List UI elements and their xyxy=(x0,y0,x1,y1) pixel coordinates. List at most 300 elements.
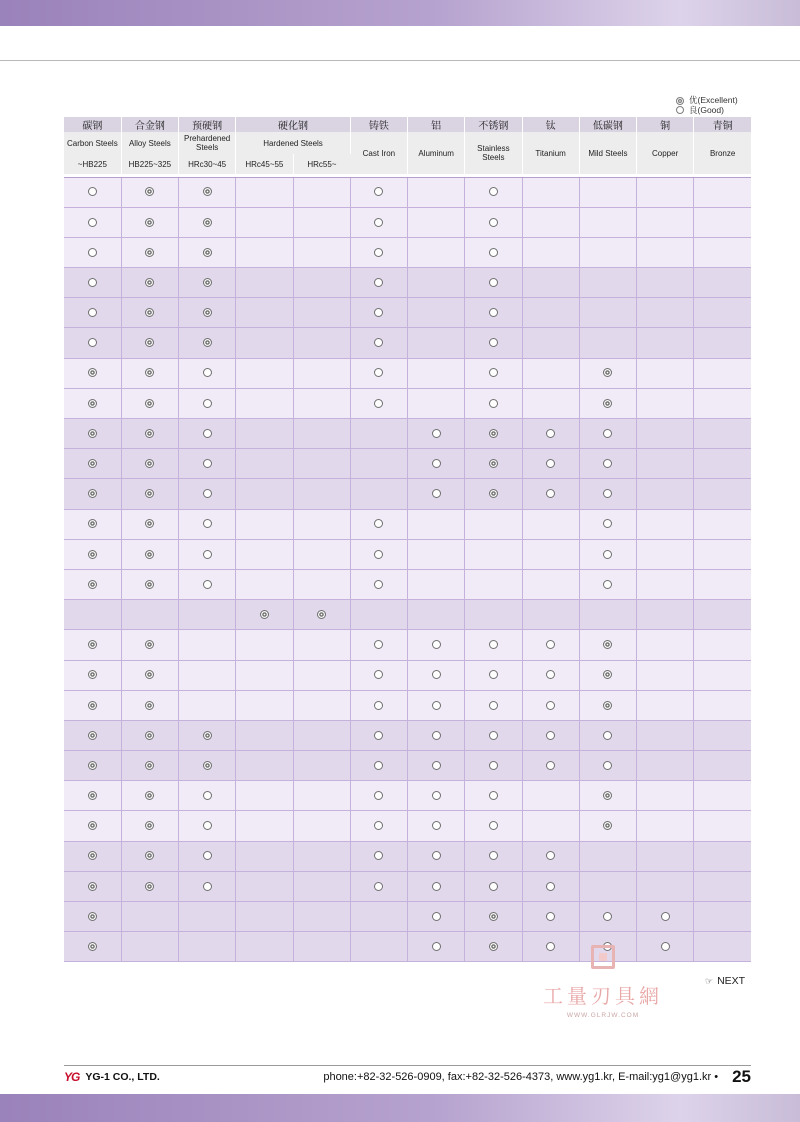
excellent-mark-icon xyxy=(88,489,97,498)
excellent-mark-icon xyxy=(145,459,154,468)
good-mark-icon xyxy=(203,489,212,498)
table-cell xyxy=(637,177,694,207)
legend-item-good xyxy=(676,106,738,116)
excellent-mark-icon xyxy=(603,670,612,679)
table-cell xyxy=(408,841,465,871)
excellent-mark-icon xyxy=(88,399,97,408)
good-mark-icon xyxy=(374,308,383,317)
table-cell xyxy=(522,660,579,690)
good-mark-icon xyxy=(603,429,612,438)
excellent-mark-icon xyxy=(203,187,212,196)
good-mark-icon xyxy=(203,519,212,528)
good-mark-icon xyxy=(374,218,383,227)
good-mark-icon xyxy=(489,187,498,196)
table-cell xyxy=(293,871,350,901)
table-cell xyxy=(179,569,236,599)
good-mark-icon xyxy=(203,429,212,438)
table-cell xyxy=(121,449,178,479)
good-mark-icon xyxy=(661,912,670,921)
table-cell xyxy=(465,509,522,539)
good-mark-icon xyxy=(374,187,383,196)
good-mark-icon xyxy=(432,912,441,921)
table-cell xyxy=(293,720,350,750)
table-cell xyxy=(236,902,293,932)
table-cell xyxy=(64,871,121,901)
good-mark-icon xyxy=(489,761,498,770)
table-cell xyxy=(408,328,465,358)
table-cell xyxy=(408,358,465,388)
table-cell xyxy=(350,841,407,871)
table-cell xyxy=(64,720,121,750)
excellent-mark-icon xyxy=(145,218,154,227)
table-cell xyxy=(293,841,350,871)
excellent-mark-icon xyxy=(145,701,154,710)
table-cell xyxy=(179,660,236,690)
table-cell xyxy=(694,358,751,388)
table-cell xyxy=(694,539,751,569)
table-cell xyxy=(179,419,236,449)
next-link[interactable] xyxy=(705,975,745,987)
excellent-mark-icon xyxy=(145,640,154,649)
table-cell xyxy=(637,720,694,750)
table-cell xyxy=(179,841,236,871)
good-mark-icon xyxy=(432,761,441,770)
table-cell xyxy=(637,600,694,630)
table-cell xyxy=(637,871,694,901)
good-mark-icon xyxy=(489,338,498,347)
table-cell xyxy=(408,237,465,267)
good-mark-icon xyxy=(603,519,612,528)
table-cell xyxy=(694,328,751,358)
table-cell xyxy=(179,509,236,539)
table-row xyxy=(64,600,751,630)
table-cell xyxy=(579,660,636,690)
table-cell xyxy=(694,720,751,750)
table-cell xyxy=(121,268,178,298)
table-cell xyxy=(465,479,522,509)
table-cell xyxy=(64,781,121,811)
good-mark-icon xyxy=(88,187,97,196)
legend xyxy=(676,96,738,115)
good-mark-icon xyxy=(432,459,441,468)
excellent-mark-icon xyxy=(603,368,612,377)
table-row xyxy=(64,841,751,871)
table-cell xyxy=(236,268,293,298)
table-cell xyxy=(579,600,636,630)
table-cell xyxy=(64,207,121,237)
excellent-mark-icon xyxy=(203,248,212,257)
table-cell xyxy=(694,781,751,811)
header-stainless-en: Stainless Steels xyxy=(465,132,522,174)
table-cell xyxy=(579,388,636,418)
bottom-decor-band xyxy=(0,1094,800,1122)
table-cell xyxy=(465,449,522,479)
table-cell xyxy=(637,298,694,328)
table-cell xyxy=(293,600,350,630)
table-cell xyxy=(637,388,694,418)
table-cell xyxy=(408,630,465,660)
excellent-mark-icon xyxy=(145,791,154,800)
good-mark-icon xyxy=(203,550,212,559)
excellent-mark-icon xyxy=(88,942,97,951)
excellent-mark-icon xyxy=(260,610,269,619)
table-cell xyxy=(64,841,121,871)
good-mark-icon xyxy=(546,701,555,710)
table-cell xyxy=(579,479,636,509)
table-cell xyxy=(694,237,751,267)
table-cell xyxy=(408,811,465,841)
table-cell xyxy=(637,660,694,690)
table-cell xyxy=(522,690,579,720)
table-cell xyxy=(236,932,293,962)
excellent-mark-icon xyxy=(145,550,154,559)
table-cell xyxy=(408,479,465,509)
table-cell xyxy=(465,177,522,207)
table-cell xyxy=(408,207,465,237)
good-mark-icon xyxy=(203,821,212,830)
table-cell xyxy=(179,358,236,388)
good-mark-icon xyxy=(603,550,612,559)
table-cell xyxy=(465,539,522,569)
table-cell xyxy=(408,932,465,962)
table-cell xyxy=(179,811,236,841)
excellent-mark-icon xyxy=(145,338,154,347)
excellent-mark-icon xyxy=(88,640,97,649)
table-cell xyxy=(579,841,636,871)
table-cell xyxy=(121,207,178,237)
header-aluminum-en: Aluminum xyxy=(408,132,465,174)
table-cell xyxy=(350,479,407,509)
table-cell xyxy=(350,328,407,358)
table-cell xyxy=(465,600,522,630)
table-cell xyxy=(179,328,236,358)
good-mark-icon xyxy=(432,882,441,891)
table-cell xyxy=(579,811,636,841)
header-alloy-en: Alloy Steels xyxy=(121,132,178,154)
good-mark-icon xyxy=(374,701,383,710)
table-cell xyxy=(350,419,407,449)
company-name: YG-1 CO., LTD. xyxy=(85,1071,160,1083)
good-mark-icon xyxy=(203,580,212,589)
excellent-mark-icon xyxy=(489,459,498,468)
good-mark-icon xyxy=(432,821,441,830)
table-cell xyxy=(179,932,236,962)
header-carbon-range: ~HB225 xyxy=(64,154,121,174)
table-cell xyxy=(64,932,121,962)
table-cell xyxy=(179,720,236,750)
table-cell xyxy=(522,600,579,630)
good-mark-icon xyxy=(374,338,383,347)
excellent-mark-icon xyxy=(145,580,154,589)
excellent-mark-icon xyxy=(145,670,154,679)
excellent-mark-icon xyxy=(145,519,154,528)
table-cell xyxy=(64,539,121,569)
header-copper-cn: 铜 xyxy=(637,117,694,132)
good-mark-icon xyxy=(489,368,498,377)
table-cell xyxy=(236,388,293,418)
header-prehardened-range: HRc30~45 xyxy=(179,154,236,174)
good-mark-icon xyxy=(374,399,383,408)
table-cell xyxy=(64,630,121,660)
table-cell xyxy=(293,207,350,237)
table-cell xyxy=(350,751,407,781)
table-cell xyxy=(236,449,293,479)
good-mark-icon xyxy=(603,580,612,589)
table-cell xyxy=(579,419,636,449)
good-mark-icon xyxy=(546,912,555,921)
good-mark-icon xyxy=(546,761,555,770)
table-cell xyxy=(637,751,694,781)
yg-logo-icon: YG xyxy=(64,1070,80,1084)
good-mark-icon xyxy=(546,459,555,468)
footer-rule xyxy=(64,1065,751,1066)
header-hardened-range-b: HRc55~ xyxy=(293,154,350,174)
table-cell xyxy=(694,600,751,630)
table-cell xyxy=(293,811,350,841)
table-cell xyxy=(522,630,579,660)
table-cell xyxy=(121,569,178,599)
table-cell xyxy=(236,207,293,237)
table-cell xyxy=(694,419,751,449)
table-cell xyxy=(293,660,350,690)
good-mark-icon xyxy=(203,882,212,891)
table-cell xyxy=(121,690,178,720)
table-row xyxy=(64,539,751,569)
table-cell xyxy=(350,539,407,569)
excellent-mark-icon xyxy=(603,399,612,408)
good-mark-icon xyxy=(374,761,383,770)
excellent-mark-icon xyxy=(88,821,97,830)
table-cell xyxy=(179,600,236,630)
table-cell xyxy=(522,479,579,509)
table-cell xyxy=(522,720,579,750)
table-cell xyxy=(637,841,694,871)
table-cell xyxy=(121,751,178,781)
table-cell xyxy=(637,237,694,267)
table-cell xyxy=(637,630,694,660)
table-cell xyxy=(236,600,293,630)
table-cell xyxy=(465,660,522,690)
table-cell xyxy=(522,328,579,358)
excellent-mark-icon xyxy=(203,761,212,770)
table-cell xyxy=(522,237,579,267)
excellent-mark-icon xyxy=(88,429,97,438)
good-mark-icon xyxy=(374,851,383,860)
table-cell xyxy=(465,630,522,660)
excellent-mark-icon xyxy=(145,278,154,287)
excellent-mark-icon xyxy=(88,912,97,921)
table-cell xyxy=(408,751,465,781)
table-cell xyxy=(179,207,236,237)
table-cell xyxy=(694,569,751,599)
good-mark-icon xyxy=(374,882,383,891)
good-mark-icon xyxy=(546,489,555,498)
table-cell xyxy=(64,298,121,328)
good-symbol-icon xyxy=(676,106,684,114)
excellent-mark-icon xyxy=(603,640,612,649)
table-cell xyxy=(408,268,465,298)
good-mark-icon xyxy=(546,640,555,649)
table-cell xyxy=(64,569,121,599)
good-mark-icon xyxy=(546,429,555,438)
table-cell xyxy=(64,479,121,509)
table-cell xyxy=(121,177,178,207)
table-cell xyxy=(64,600,121,630)
header-prehardened-en: Prehardened Steels xyxy=(179,132,236,154)
good-mark-icon xyxy=(374,248,383,257)
excellent-mark-icon xyxy=(88,791,97,800)
table-cell xyxy=(350,388,407,418)
table-cell xyxy=(350,298,407,328)
header-prehardened-cn: 预硬钢 xyxy=(179,117,236,132)
table-cell xyxy=(465,298,522,328)
excellent-mark-icon xyxy=(203,338,212,347)
header-alloy-range: HB225~325 xyxy=(121,154,178,174)
table-cell xyxy=(637,419,694,449)
table-cell xyxy=(579,298,636,328)
table-cell xyxy=(236,539,293,569)
table-row xyxy=(64,509,751,539)
table-cell xyxy=(637,479,694,509)
header-stainless-cn: 不锈钢 xyxy=(465,117,522,132)
table-cell xyxy=(293,328,350,358)
table-cell xyxy=(637,509,694,539)
table-row xyxy=(64,660,751,690)
table-cell xyxy=(64,690,121,720)
excellent-mark-icon xyxy=(603,821,612,830)
table-cell xyxy=(408,660,465,690)
table-cell xyxy=(694,177,751,207)
good-mark-icon xyxy=(374,278,383,287)
table-row xyxy=(64,298,751,328)
table-cell xyxy=(637,358,694,388)
table-cell xyxy=(522,388,579,418)
excellent-mark-icon xyxy=(145,821,154,830)
table-cell xyxy=(179,479,236,509)
table-cell xyxy=(637,207,694,237)
good-mark-icon xyxy=(603,761,612,770)
table-cell xyxy=(64,509,121,539)
table-cell xyxy=(350,237,407,267)
table-cell xyxy=(350,690,407,720)
table-cell xyxy=(293,539,350,569)
table-row xyxy=(64,569,751,599)
table-row xyxy=(64,811,751,841)
table-cell xyxy=(350,177,407,207)
table-cell xyxy=(522,298,579,328)
table-cell xyxy=(465,569,522,599)
table-cell xyxy=(121,871,178,901)
table-cell xyxy=(465,328,522,358)
table-cell xyxy=(350,932,407,962)
excellent-mark-icon xyxy=(88,731,97,740)
table-cell xyxy=(408,449,465,479)
good-mark-icon xyxy=(546,882,555,891)
watermark-text: 工量刃具網 xyxy=(543,984,663,1008)
good-mark-icon xyxy=(489,791,498,800)
good-mark-icon xyxy=(88,308,97,317)
header-bronze-en: Bronze xyxy=(694,132,751,174)
table-cell xyxy=(637,902,694,932)
excellent-mark-icon xyxy=(203,218,212,227)
table-cell xyxy=(408,419,465,449)
table-cell xyxy=(179,388,236,418)
table-cell xyxy=(694,479,751,509)
good-mark-icon xyxy=(374,580,383,589)
good-mark-icon xyxy=(489,731,498,740)
excellent-mark-icon xyxy=(88,882,97,891)
header-cast-iron-cn: 铸铁 xyxy=(350,117,407,132)
table-cell xyxy=(579,449,636,479)
excellent-mark-icon xyxy=(145,399,154,408)
table-cell xyxy=(236,328,293,358)
table-row xyxy=(64,630,751,660)
table-row xyxy=(64,690,751,720)
table-cell xyxy=(408,600,465,630)
good-mark-icon xyxy=(203,368,212,377)
table-cell xyxy=(579,539,636,569)
table-cell xyxy=(350,449,407,479)
legend-label: 优(Excellent) xyxy=(689,95,738,105)
good-mark-icon xyxy=(489,218,498,227)
table-cell xyxy=(236,660,293,690)
table-cell xyxy=(579,509,636,539)
good-mark-icon xyxy=(432,670,441,679)
excellent-mark-icon xyxy=(88,701,97,710)
table-cell xyxy=(465,207,522,237)
table-cell xyxy=(694,207,751,237)
header-bronze-cn: 青铜 xyxy=(694,117,751,132)
table-cell xyxy=(121,419,178,449)
excellent-mark-icon xyxy=(317,610,326,619)
table-cell xyxy=(465,268,522,298)
table-cell xyxy=(179,751,236,781)
table-cell xyxy=(465,690,522,720)
table-cell xyxy=(64,268,121,298)
good-mark-icon xyxy=(489,248,498,257)
table-cell xyxy=(637,569,694,599)
table-cell xyxy=(179,237,236,267)
excellent-mark-icon xyxy=(145,187,154,196)
excellent-mark-icon xyxy=(145,851,154,860)
table-cell xyxy=(236,630,293,660)
good-mark-icon xyxy=(374,791,383,800)
table-cell xyxy=(64,419,121,449)
good-mark-icon xyxy=(603,489,612,498)
table-cell xyxy=(293,388,350,418)
good-mark-icon xyxy=(374,670,383,679)
table-cell xyxy=(465,811,522,841)
good-mark-icon xyxy=(88,278,97,287)
watermark-url: WWW.GLRJW.COM xyxy=(566,1012,640,1019)
table-cell xyxy=(522,539,579,569)
table-cell xyxy=(579,902,636,932)
excellent-mark-icon xyxy=(489,942,498,951)
table-cell xyxy=(579,690,636,720)
table-cell xyxy=(465,841,522,871)
good-mark-icon xyxy=(432,942,441,951)
excellent-mark-icon xyxy=(145,731,154,740)
table-cell xyxy=(350,600,407,630)
table-cell xyxy=(408,177,465,207)
good-mark-icon xyxy=(88,338,97,347)
excellent-mark-icon xyxy=(88,459,97,468)
table-cell xyxy=(522,751,579,781)
table-cell xyxy=(408,720,465,750)
table-cell xyxy=(293,751,350,781)
good-mark-icon xyxy=(546,670,555,679)
table-cell xyxy=(350,660,407,690)
